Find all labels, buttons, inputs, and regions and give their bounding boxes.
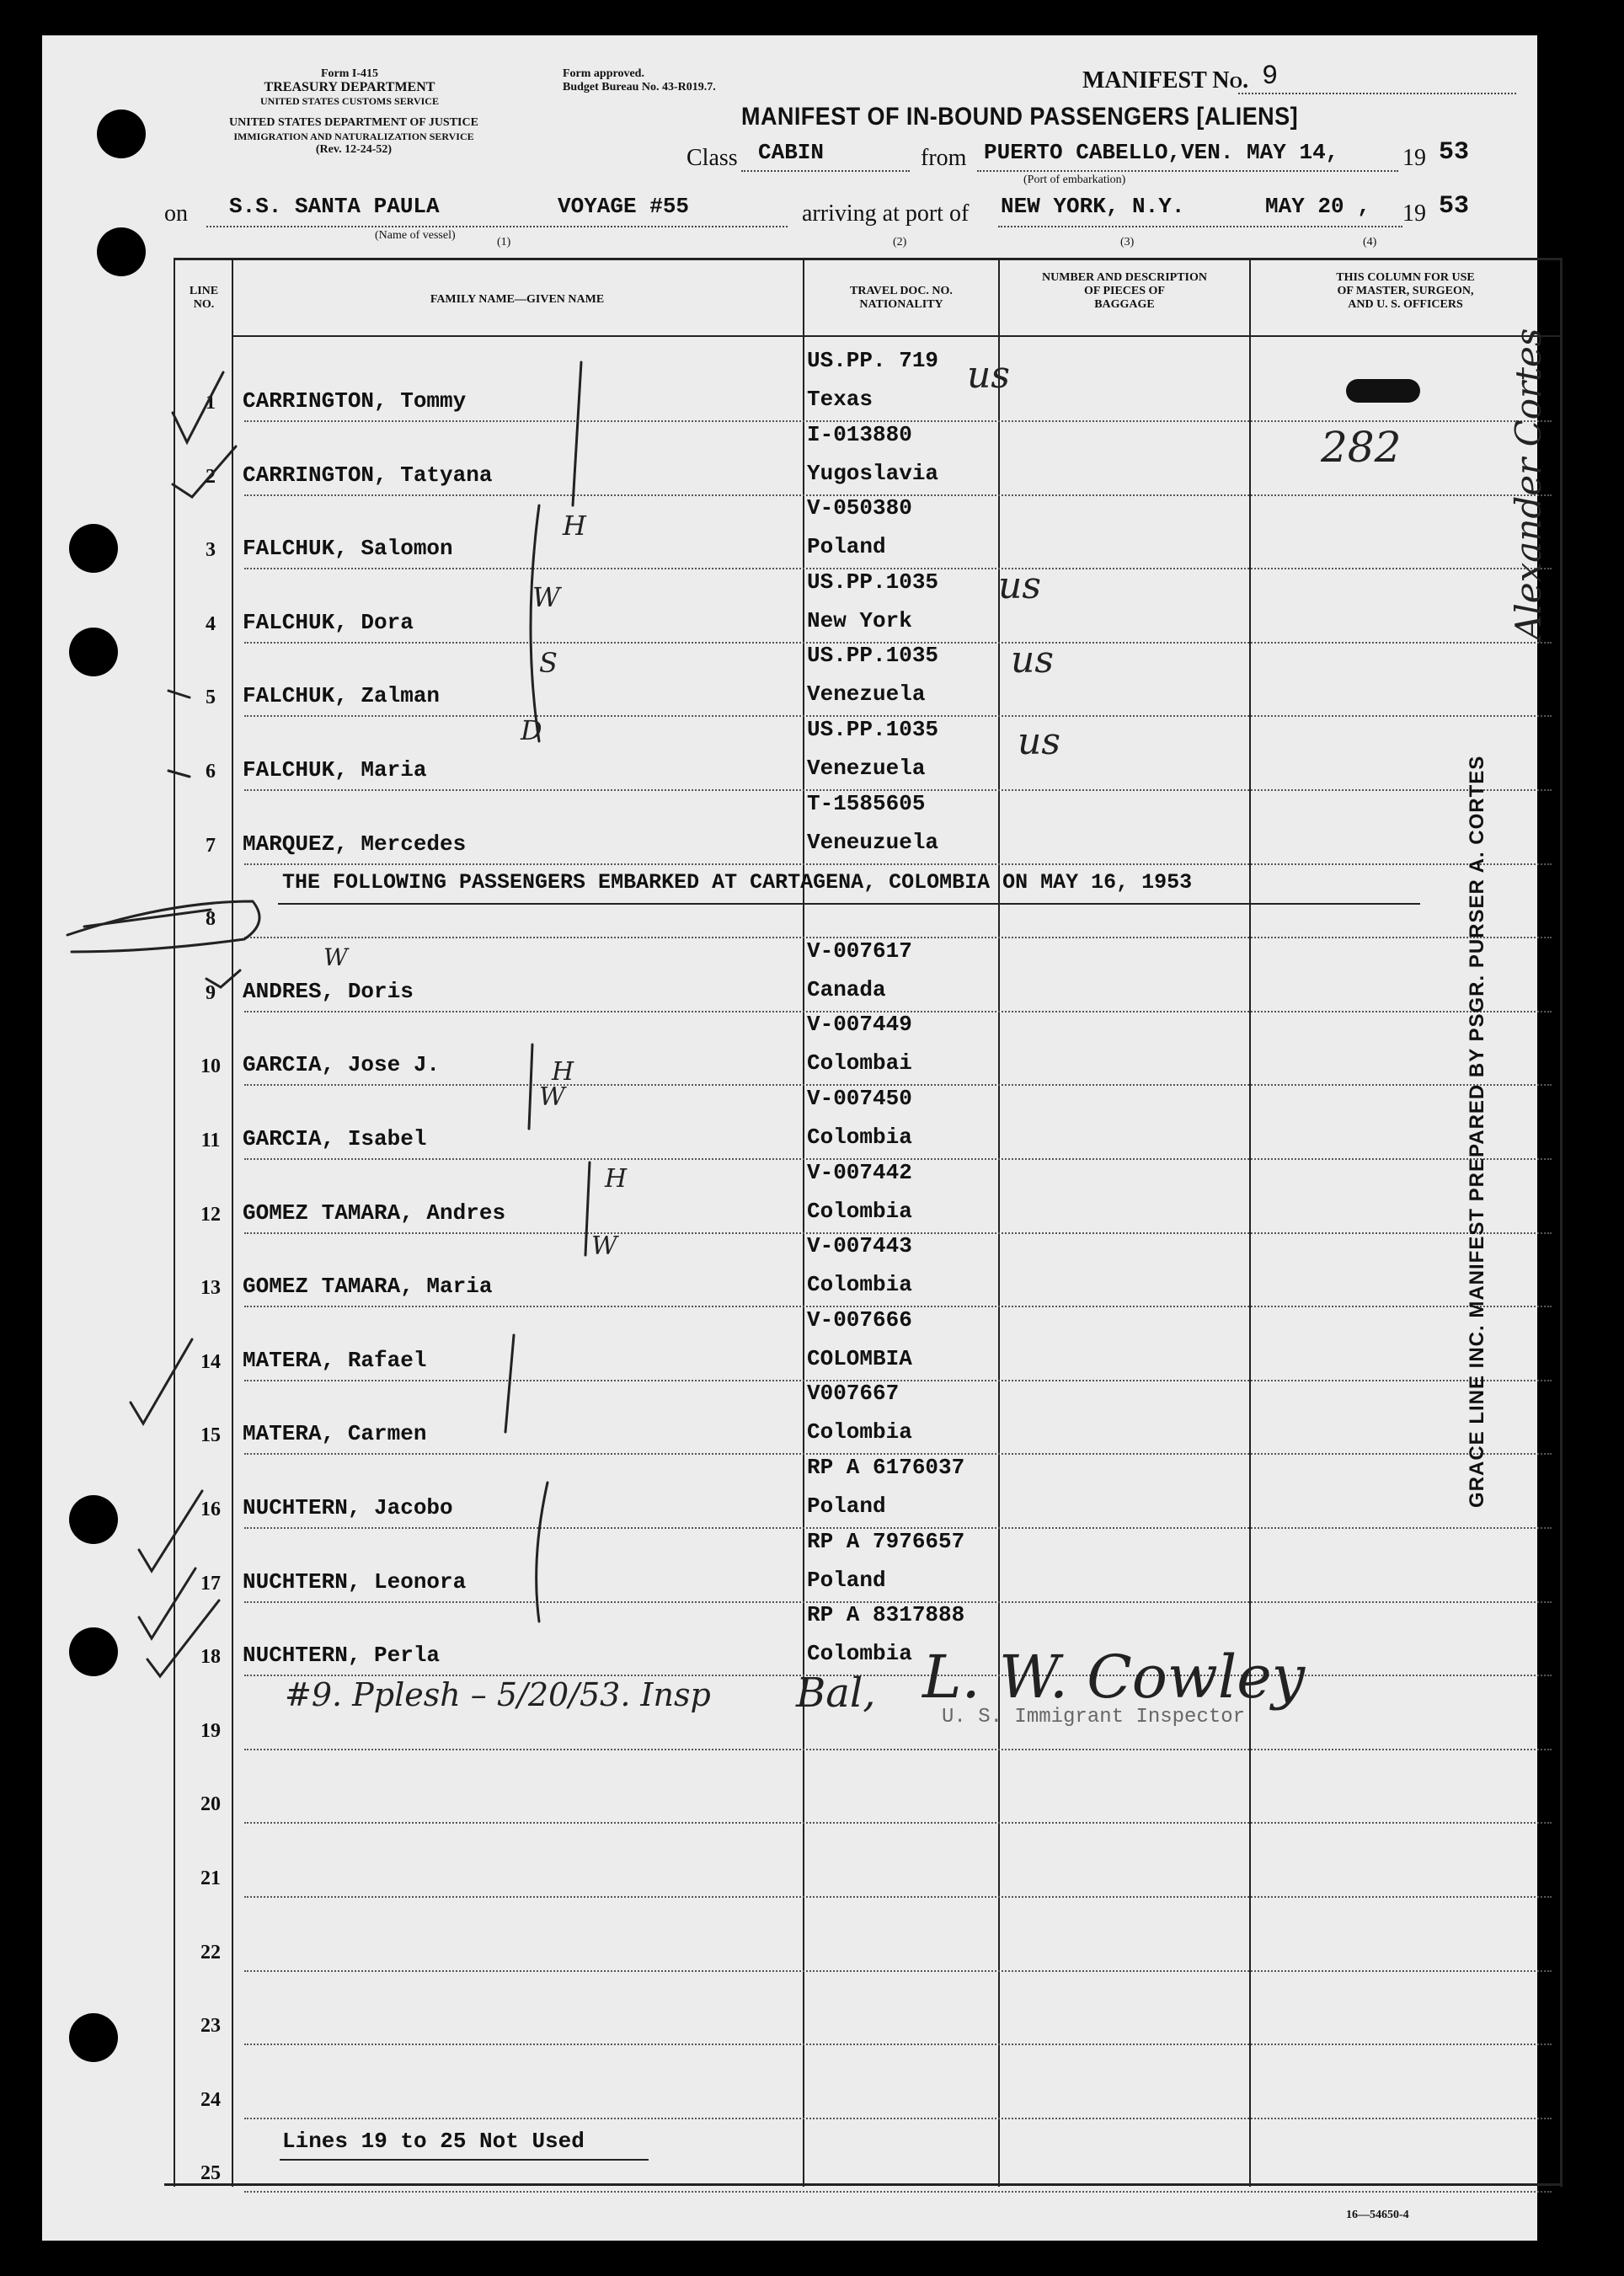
side-signature: Alexander Cortes xyxy=(1508,328,1549,640)
andres-w-mark: W xyxy=(323,943,348,971)
inspector-title: U. S. Immigrant Inspector xyxy=(942,1706,1246,1728)
bracket-mark xyxy=(529,1045,532,1129)
passenger-nationality: Venezuela xyxy=(807,756,926,781)
col-number-4: (4) xyxy=(1363,236,1377,248)
passenger-nationality: Poland xyxy=(807,1567,886,1593)
manifest-number: 9 xyxy=(1262,61,1279,92)
passenger-name: MATERA, Carmen xyxy=(243,1421,427,1447)
travel-doc-label: TRAVEL DOC. NO. xyxy=(850,285,953,297)
col-header-name: FAMILY NAME—GIVEN NAME xyxy=(430,293,605,306)
travel-doc-number: V-050380 xyxy=(807,495,912,521)
passenger-name: FALCHUK, Dora xyxy=(243,609,414,635)
check-mark xyxy=(173,372,223,442)
bracket-mark xyxy=(573,362,581,505)
passenger-nationality: Canada xyxy=(807,976,886,1002)
travel-doc-number: US.PP.1035 xyxy=(807,717,939,742)
line-number: 4 xyxy=(206,612,216,635)
arriving-date: MAY 20 , xyxy=(1265,194,1370,219)
travel-doc-number: V-007617 xyxy=(807,938,912,964)
arriving-year-prefix: 19 xyxy=(1402,200,1426,227)
form-code: 16—54650-4 xyxy=(1346,2209,1409,2221)
line-number: 23 xyxy=(200,2015,221,2038)
inspector-signature: L. W. Cowley xyxy=(922,1643,1306,1712)
relation-mark: W xyxy=(539,1082,565,1112)
passenger-nationality: Venezuela xyxy=(807,681,926,708)
form-number: Form I-415 xyxy=(320,67,379,80)
arriving-year: 53 xyxy=(1439,192,1470,221)
officer-label-2: OF MASTER, SURGEON, xyxy=(1337,285,1474,297)
ins-line: IMMIGRATION AND NATURALIZATION SERVICE xyxy=(233,131,474,142)
passenger-name: MATERA, Rafael xyxy=(243,1347,427,1373)
bracket-mark xyxy=(505,1335,514,1432)
line-number: 10 xyxy=(200,1055,221,1078)
passenger-name: NUCHTERN, Jacobo xyxy=(243,1495,453,1520)
baggage-label-2: OF PIECES OF xyxy=(1084,285,1165,297)
travel-doc-number: US.PP.1035 xyxy=(807,643,939,669)
officer-label-3: AND U. S. OFFICERS xyxy=(1348,298,1463,311)
line-number: 19 xyxy=(200,1719,221,1742)
check-mark xyxy=(139,1568,195,1638)
customs-service: UNITED STATES CUSTOMS SERVICE xyxy=(260,95,439,107)
us-mark: us xyxy=(998,564,1041,607)
line-number: 5 xyxy=(206,687,216,709)
relation-mark: H xyxy=(605,1164,628,1194)
side-text: GRACE LINE INC. MANIFEST PREPARED BY PSGR. PURSER A. CORTES xyxy=(1466,755,1488,1508)
passenger-name: GARCIA, Jose J. xyxy=(243,1052,441,1078)
passenger-name: FALCHUK, Maria xyxy=(243,757,427,783)
relation-mark: H xyxy=(563,510,586,542)
check-mark xyxy=(139,1491,202,1571)
officer-label-1: THIS COLUMN FOR USE xyxy=(1336,271,1475,284)
relation-mark: D xyxy=(521,714,542,746)
line-number: 12 xyxy=(200,1203,221,1226)
passenger-name: FALCHUK, Salomon xyxy=(243,536,453,562)
line-number: 24 xyxy=(200,2088,221,2111)
class-label: Class xyxy=(686,145,738,171)
bracket-mark xyxy=(531,505,539,741)
passenger-nationality: New York xyxy=(807,607,912,633)
voyage-value: VOYAGE #55 xyxy=(558,194,690,219)
bracket-mark xyxy=(537,1483,548,1622)
passenger-nationality: Poland xyxy=(807,534,886,560)
passenger-name: ANDRES, Doris xyxy=(243,978,414,1004)
count-handwritten: 282 xyxy=(1321,423,1402,472)
travel-doc-number: T-1585605 xyxy=(807,790,926,816)
baggage-label-3: BAGGAGE xyxy=(1094,298,1155,311)
passenger-nationality: Colombia xyxy=(807,1272,912,1298)
from-year-prefix: 19 xyxy=(1402,145,1426,171)
col-number-1: (1) xyxy=(497,236,511,248)
from-value: PUERTO CABELLO,VEN. MAY 14, xyxy=(984,140,1339,165)
relation-mark: H xyxy=(552,1057,574,1087)
baggage-label-1: NUMBER AND DESCRIPTION xyxy=(1041,271,1208,284)
from-year: 53 xyxy=(1439,138,1470,167)
passenger-nationality: Colombia xyxy=(807,1641,912,1667)
relation-mark: W xyxy=(591,1231,617,1261)
col-number-2: (2) xyxy=(893,236,907,248)
passenger-name: GARCIA, Isabel xyxy=(243,1126,427,1151)
line-number: 11 xyxy=(200,1130,221,1151)
passenger-nationality: Colombai xyxy=(807,1050,912,1077)
passenger-nationality: Colombia xyxy=(807,1125,912,1150)
vessel-caption: (Name of vessel) xyxy=(375,229,456,242)
passenger-nationality: Veneuzuela xyxy=(807,829,939,855)
travel-doc-number: RP A 8317888 xyxy=(807,1602,965,1628)
check-mark xyxy=(168,691,190,697)
passenger-nationality: COLOMBIA xyxy=(807,1345,912,1371)
treasury-dept: TREASURY DEPARTMENT xyxy=(264,80,435,94)
line-number: 22 xyxy=(200,1941,221,1963)
page-title: MANIFEST OF IN-BOUND PASSENGERS [ALIENS] xyxy=(741,103,1299,131)
passenger-name: NUCHTERN, Leonora xyxy=(243,1568,467,1595)
line-number: 20 xyxy=(200,1793,221,1816)
relation-mark: S xyxy=(539,647,558,679)
line-number: 13 xyxy=(200,1277,221,1300)
line-number: 2 xyxy=(206,465,216,488)
check-mark xyxy=(147,1600,219,1676)
signature-prefix: Bal, xyxy=(796,1670,876,1717)
inspection-note: #9. Pplesh – 5/20/53. Insp xyxy=(285,1676,711,1713)
not-used-note: Lines 19 to 25 Not Used xyxy=(282,2129,585,2154)
port-caption: (Port of embarkation) xyxy=(1023,174,1126,186)
travel-doc-number: V007667 xyxy=(807,1381,900,1407)
passenger-nationality: Yugoslavia xyxy=(807,460,939,486)
bracket-mark xyxy=(585,1162,590,1255)
relation-mark: W xyxy=(532,581,560,613)
passenger-nationality: Colombia xyxy=(807,1198,912,1224)
cartagena-note: THE FOLLOWING PASSENGERS EMBARKED AT CARTAGENA, COLOMBIA ON MAY 16, 1953 xyxy=(282,870,1193,895)
on-label: on xyxy=(164,200,188,227)
line-number: 1 xyxy=(206,392,216,414)
passenger-name: GOMEZ TAMARA, Andres xyxy=(243,1199,506,1226)
passenger-name: GOMEZ TAMARA, Maria xyxy=(243,1274,493,1300)
check-mark xyxy=(131,1339,192,1424)
approval-line: Form approved. xyxy=(563,67,644,80)
passenger-name: FALCHUK, Zalman xyxy=(243,683,441,709)
travel-doc-number: US.PP.1035 xyxy=(807,569,939,595)
travel-doc-number: I-013880 xyxy=(807,421,912,447)
circle-mark xyxy=(67,901,259,952)
travel-doc-number: V-007449 xyxy=(807,1012,912,1038)
us-mark: us xyxy=(1011,638,1054,681)
passenger-name: CARRINGTON, Tatyana xyxy=(243,462,493,488)
nationality-label: NATIONALITY xyxy=(859,298,943,311)
vessel-value: S.S. SANTA PAULA xyxy=(229,194,440,219)
passenger-nationality: Poland xyxy=(807,1493,886,1519)
line-number: 14 xyxy=(200,1350,221,1373)
travel-doc-number: V-007450 xyxy=(807,1086,912,1111)
travel-doc-number: V-007666 xyxy=(807,1306,912,1333)
line-number: 25 xyxy=(200,2162,221,2185)
passenger-name: CARRINGTON, Tommy xyxy=(243,388,467,414)
passenger-nationality: Texas xyxy=(807,387,873,412)
line-number: 18 xyxy=(200,1646,221,1669)
check-mark xyxy=(173,446,236,497)
line-number: 9 xyxy=(206,981,216,1004)
manifest-label: MANIFEST No. xyxy=(1082,67,1249,93)
travel-doc-number: RP A 7976657 xyxy=(807,1528,965,1554)
budget-line: Budget Bureau No. 43-R019.7. xyxy=(563,81,716,93)
us-mark: us xyxy=(967,354,1010,397)
line-number: 16 xyxy=(200,1499,221,1520)
travel-doc-number: US.PP. 719 xyxy=(807,348,939,373)
check-mark xyxy=(168,771,190,777)
travel-doc-number: V-007443 xyxy=(807,1233,912,1259)
line-number: 21 xyxy=(200,1867,221,1889)
from-label: from xyxy=(921,145,967,171)
line-number: 15 xyxy=(200,1424,221,1447)
us-mark: us xyxy=(1018,720,1060,763)
check-mark xyxy=(206,970,240,987)
travel-doc-number: V-007442 xyxy=(807,1159,912,1185)
class-value: CABIN xyxy=(758,140,825,165)
travel-doc-number: RP A 6176037 xyxy=(807,1455,965,1480)
col-header-line-no: LINE NO. xyxy=(189,285,219,311)
line-number: 17 xyxy=(200,1572,221,1595)
line-number: 6 xyxy=(206,761,216,783)
line-number: 8 xyxy=(206,908,216,931)
arriving-value: NEW YORK, N.Y. xyxy=(1001,194,1185,219)
col-number-3: (3) xyxy=(1120,236,1135,248)
arriving-label: arriving at port of xyxy=(802,200,970,227)
doj-line: UNITED STATES DEPARTMENT OF JUSTICE xyxy=(229,116,478,129)
revision-line: (Rev. 12-24-52) xyxy=(315,143,393,156)
passenger-nationality: Colombia xyxy=(807,1419,912,1445)
line-number: 3 xyxy=(206,539,216,562)
line-number: 7 xyxy=(206,834,216,857)
passenger-name: NUCHTERN, Perla xyxy=(243,1643,441,1669)
passenger-name: MARQUEZ, Mercedes xyxy=(243,831,467,857)
